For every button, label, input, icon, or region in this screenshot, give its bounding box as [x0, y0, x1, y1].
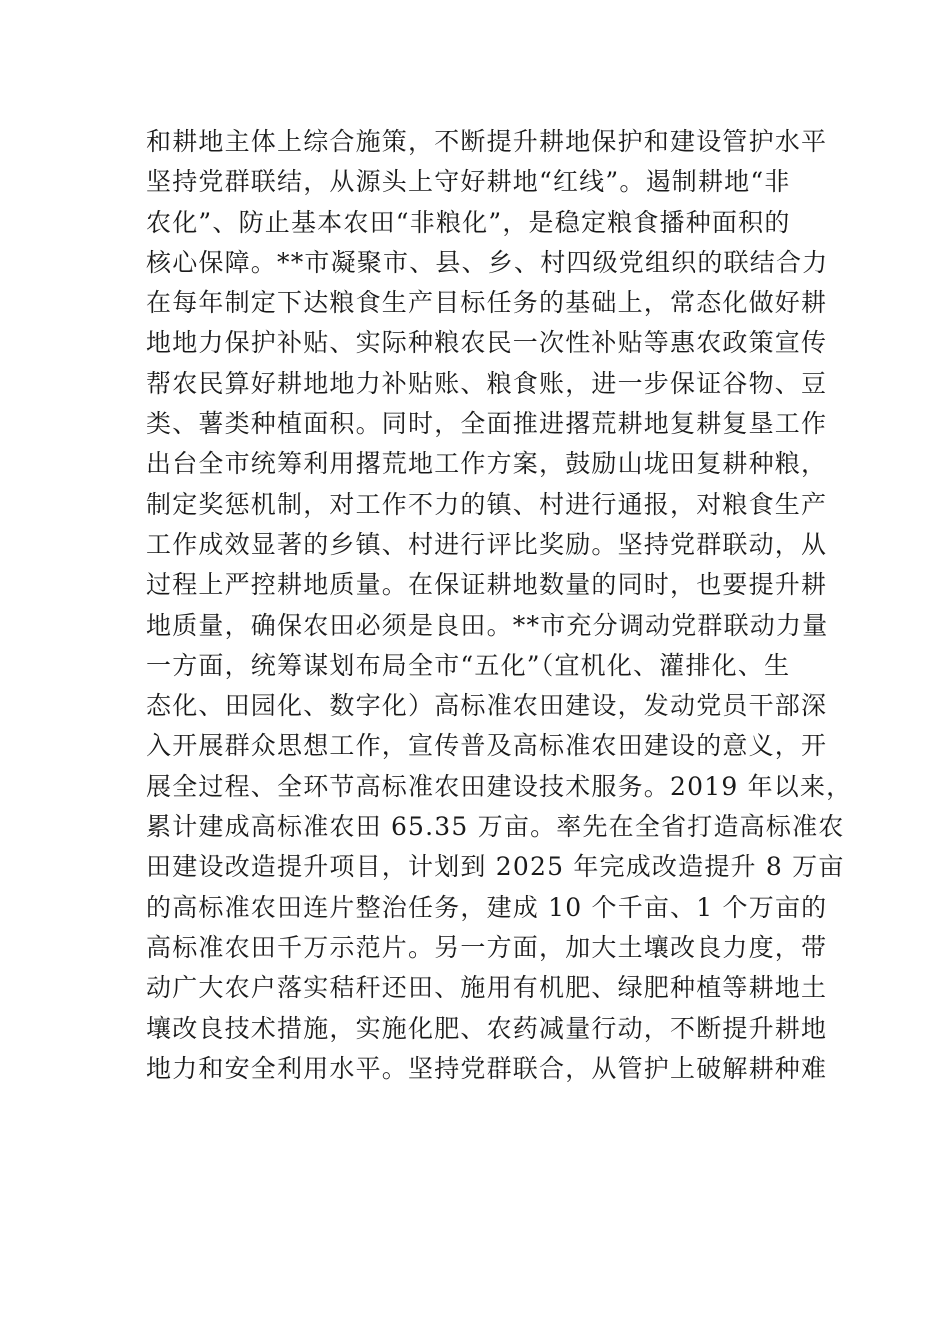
- body-paragraph: [146, 122, 853, 1089]
- text-line: 高标准农田千万示范片。另一方面，加大土壤改良力度，带: [146, 932, 828, 962]
- text-line: 入开展群众思想工作，宣传普及高标准农田建设的意义，开: [146, 731, 828, 761]
- text-line: 动广大农户落实秸秆还田、施用有机肥、绿肥种植等耕地土: [146, 973, 828, 1003]
- text-line: 累计建成高标准农田 65.35 万亩。率先在全省打造高标准农: [146, 812, 845, 842]
- text-line: 壤改良技术措施，实施化肥、农药减量行动，不断提升耕地: [146, 1013, 828, 1043]
- text-line: 一方面，统筹谋划布局全市“五化”（宜机化、灌排化、生: [146, 650, 791, 680]
- text-line: 农化”、防止基本农田“非粮化”，是稳定粮食播种面积的: [146, 207, 791, 237]
- text-line: 核心保障。**市凝聚市、县、乡、村四级党组织的联结合力: [146, 247, 829, 277]
- text-line: 的高标准农田连片整治任务，建成 10 个千亩、1 个万亩的: [146, 892, 828, 922]
- text-line: 田建设改造提升项目，计划到 2025 年完成改造提升 8 万亩: [146, 852, 845, 882]
- text-line: 地质量，确保农田必须是良田。**市充分调动党群联动力量: [146, 610, 829, 640]
- text-line: 地力和安全利用水平。坚持党群联合，从管护上破解耕种难: [146, 1053, 828, 1083]
- text-line: 坚持党群联结，从源头上守好耕地“红线”。遏制耕地“非: [146, 167, 791, 197]
- text-line: 态化、田园化、数字化）高标准农田建设，发动党员干部深: [146, 691, 828, 721]
- text-line: 工作成效显著的乡镇、村进行评比奖励。坚持党群联动，从: [146, 529, 828, 559]
- text-line: 展全过程、全环节高标准农田建设技术服务。2019 年以来，: [146, 771, 853, 801]
- text-line: 出台全市统筹利用撂荒地工作方案，鼓励山垅田复耕种粮，: [146, 449, 828, 479]
- text-line: 在每年制定下达粮食生产目标任务的基础上，常态化做好耕: [146, 288, 828, 318]
- text-line: 过程上严控耕地质量。在保证耕地数量的同时，也要提升耕: [146, 570, 828, 600]
- text-line: 帮农民算好耕地地力补贴账、粮食账，进一步保证谷物、豆: [146, 368, 828, 398]
- text-line: 地地力保护补贴、实际种粮农民一次性补贴等惠农政策宣传: [146, 328, 828, 358]
- text-line: 和耕地主体上综合施策，不断提升耕地保护和建设管护水平: [146, 127, 828, 156]
- text-line: 制定奖惩机制，对工作不力的镇、村进行通报，对粮食生产: [146, 489, 828, 519]
- text-line: 类、薯类种植面积。同时，全面推进撂荒耕地复耕复垦工作: [146, 409, 828, 439]
